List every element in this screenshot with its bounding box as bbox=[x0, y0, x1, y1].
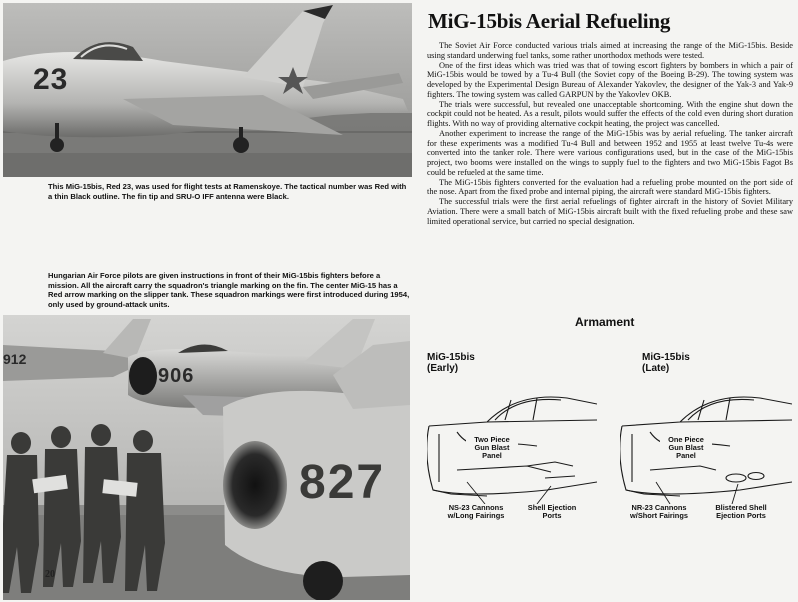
early-shell-ports-label: Shell Ejection Ports bbox=[522, 504, 582, 520]
early-gun-blast-panel-label: Two Piece Gun Blast Panel bbox=[466, 436, 518, 461]
late-shell-ports-label: Blistered Shell Ejection Ports bbox=[706, 504, 776, 520]
late-variant-heading bbox=[642, 352, 690, 374]
late-variant-tag: (Late) bbox=[642, 363, 670, 374]
early-variant-name: MiG-15bis bbox=[427, 352, 475, 363]
paragraph-2: One of the first ideas which was tried was that of towing escort fighters by bombers in which a pair of MiG-15bis would be towed by a Tu-4 Bull (the Soviet copy of the Boeing B-29). The towing system was developed by the Experimental Design Bureau of Alexander Yakovlev, the designer of the Yak-3 and Yak-9 fighters. The towing system was called GARPUN by the Yakovlev OKB. bbox=[427, 60, 793, 99]
early-variant-heading bbox=[427, 352, 475, 374]
photo-mig15bis-red-23 bbox=[3, 3, 412, 177]
late-cannons-label: NR-23 Cannons w/Short Fairings bbox=[622, 504, 696, 520]
paragraph-1: The Soviet Air Force conducted various trials aimed at increasing the range of the MiG-15bis. Beside using standard underwing fuel tanks, some rather unorthodox methods were tested. bbox=[427, 41, 793, 60]
tactical-number-23: 23 bbox=[33, 63, 69, 96]
paragraph-4: Another experiment to increase the range of the MiG-15bis was by aerial refueling. The tanker aircraft for these experiments was a modified Tu-4 Bull and between 1952 and 1955 at least twelve Tu-4s were converted into the tanker role. There were various configurations used, but in the case of the MiG-15bis project, two booms were installed on the wings to supply fuel to the fighters and two MiG-15bis Fagot Bs could be refueled at the same time. bbox=[427, 128, 793, 177]
photo-hungarian-pilots bbox=[3, 315, 410, 600]
aircraft-number-912: 912 bbox=[3, 351, 27, 367]
late-variant-name: MiG-15bis bbox=[642, 352, 690, 363]
photo-bottom-caption: Hungarian Air Force pilots are given instructions in front of their MiG-15bis fighters before a mission. All the aircraft carry the squadron's triangle marking on the fin. The center MiG-15 has a Red arrow marking on the slipper tank. These squadron markings were first introduced during 1954, only used by ground-attack units. bbox=[48, 271, 410, 309]
aircraft-number-827: 827 bbox=[299, 456, 386, 509]
early-variant-tag: (Early) bbox=[427, 363, 459, 374]
late-gun-blast-panel-label: One Piece Gun Blast Panel bbox=[660, 436, 712, 461]
paragraph-6: The successful trials were the first aerial refuelings of fighter aircraft in the history of Soviet Military Aviation. There were a small batch of MiG-15bis aircraft built with the fixed refueling probe and these saw limited operational service, but carried no special designation. bbox=[427, 197, 793, 226]
paragraph-3: The trials were successful, but revealed one unacceptable shortcoming. With the engine shut down the cockpit could not be heated. As a result, pilots would suffer the effects of the cold even during short duration flights. With no way of providing alternative cockpit heating, the project was cancelled. bbox=[427, 99, 793, 128]
armament-heading: Armament bbox=[575, 315, 635, 329]
aircraft-number-906: 906 bbox=[158, 365, 195, 387]
photo-top-caption: This MiG-15bis, Red 23, was used for flight tests at Ramenskoye. The tactical number was Red with a thin Black outline. The fin tip and SRU-O IFF antenna were Black. bbox=[48, 182, 407, 201]
article-body bbox=[427, 41, 793, 226]
page-number: 20 bbox=[45, 569, 55, 580]
paragraph-5: The MiG-15bis fighters converted for the evaluation had a refueling probe mounted on the port side of the nose. Apart from the fixed probe and internal piping, the aircraft were standard MiG-15bis fighters. bbox=[427, 177, 793, 197]
early-cannons-label: NS-23 Cannons w/Long Fairings bbox=[436, 504, 516, 520]
article-title: MiG-15bis Aerial Refueling bbox=[428, 9, 671, 33]
